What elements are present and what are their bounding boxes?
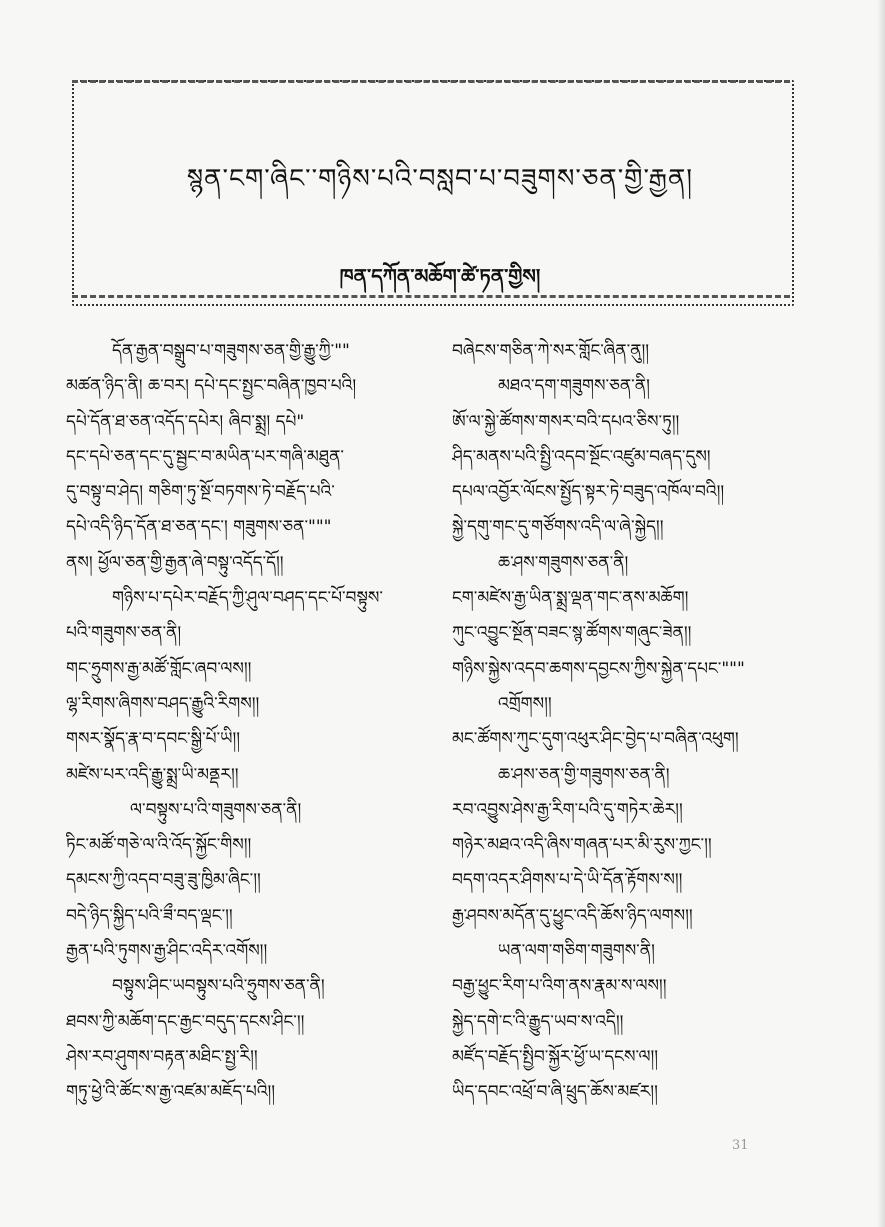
verse-line: སྐྱེད་དགེ་ང་འི་རྒྱུད་ཡབ་ས་འདི།། bbox=[452, 1011, 624, 1032]
verse-line: ཡན་ལག་གཅིག་གཟུགས་ནི། bbox=[498, 941, 655, 962]
verse-line: ངག་མཛེས་རྒྱ་ཡིན་སྨྲ་ལྡན་གང་ནས་མཆོག། bbox=[452, 588, 689, 609]
verse-line: ཨོ་ལ་སྐྱེ་ཚོགས་གསར་བའི་དཔའ་ཅིས་ཏུ།། bbox=[452, 411, 680, 432]
verse-line: དང་དཔེ་ཅན་དང་དུ་སྦྱང་བ་མཡིན་པར་གཞི་མཐུན་ bbox=[66, 446, 344, 467]
verse-line: ལྷ་རིགས་ཞིགས་བཤད་རྒྱུའི་རིགས།། bbox=[66, 693, 260, 714]
verse-line: བརྒྱ་ཕྱུང་རིག་པ་འིག་ནས་རྣམ་ས་ལས།། bbox=[452, 976, 667, 997]
author-line: ཁན་དཀོན་མཆོག་ཚེ་ཏན་གྱིས། bbox=[339, 264, 541, 288]
verse-line: དམངས་ཀྱི་འདབ་བཟུ་ཟུ་ཁྱིམ་ཞིང་།། bbox=[66, 870, 261, 891]
verse-line: ལ་བསྟུས་པ་འི་གཟུགས་ཅན་ནི། bbox=[130, 799, 302, 820]
verse-line: གཉེར་མཐའ་འདི་ཞིས་གཞན་པར་མི་རུས་ཀྱང་།། bbox=[452, 835, 712, 856]
verse-line: བཞེངས་གཅིན་ཀེ་སར་གློང་ཞིན་ནུ།། bbox=[452, 341, 650, 361]
verse-line: རྒྱ་ཤབས་མདོན་དུ་ཕྱུང་འདི་ཆོས་ཉིད་ལགས།། bbox=[452, 905, 693, 926]
left-column bbox=[66, 334, 456, 1111]
verse-line: ཡིད་དབང་འཕྲོ་བ་ཞི་ཕྲུད་ཆོས་མཛར།། bbox=[452, 1082, 658, 1103]
verse-line: ཤིད་མནས་པའི་སྤྱི་འདབ་སྔོང་འཛུམ་བཞད་དུས། bbox=[452, 446, 711, 467]
page-title: སྙན་ངག་ཞིང་་གཉིས་པའི་བསླབ་པ་བཟུགས་ཅན་གྱི་རྒྱན། bbox=[186, 164, 694, 194]
verse-line: གང་ཧྲུགས་རྒྱ་མཚོ་གློང་ཞབ་ལས།། bbox=[66, 658, 252, 679]
page-edge-shadow bbox=[877, 0, 885, 1227]
verse-line: གསར་སྣོད་རྣ་བ་དབང་སྒྱི་པོ་ཡི།། bbox=[66, 729, 241, 750]
verse-line: རྒྱན་པའི་ཏུགས་རྒྱ་ཤིང་འདིར་འགོས།། bbox=[66, 941, 268, 962]
verse-line: དུ་བསྟུ་བ་ཤེད། གཅིག་ཏུ་སྔོ་བཏགས་ཏེ་བརྗོད་པའི་ bbox=[66, 482, 335, 503]
verse-line: མཛེས་པར་འདི་རྒྱུ་སྨྲ་ཡི་མནྡར།། bbox=[66, 764, 239, 785]
verse-line: པའི་གཟུགས་ཅན་ནི། bbox=[66, 623, 182, 644]
verse-line: ཆ་ཤས་ཅན་གྱི་གཟུགས་ཅན་ནི། bbox=[498, 764, 670, 785]
page-number: 31 bbox=[732, 1138, 749, 1153]
verse-line: ཀུང་འབྱུང་སྔོན་བཟང་སྙ་ཚོགས་གཞུང་ཟེན།། bbox=[452, 623, 692, 644]
verse-line: དཔལ་འབྱོར་ལོངས་སྤྱོད་སྟར་ཏེ་བཟུད་འཁོལ་བའི།། bbox=[452, 482, 725, 503]
verse-line: ཤེས་རབ་ཤུགས་བརྟན་མཐིང་སྤྱ་རི།། bbox=[66, 1046, 258, 1067]
verse-line: རབ་འབྱུས་ཤེས་རྒྱ་རིག་པའི་དུ་གཏེར་ཆེར།། bbox=[452, 799, 683, 820]
verse-line: ཏིང་མཚོ་གཅེ་ལ་འི་འོད་སྐྱོང་གིས།། bbox=[66, 835, 252, 856]
verse-line: མཐའ་དག་གཟུགས་ཅན་ནི། bbox=[498, 376, 650, 397]
verse-line: སྐྱེ་དགུ་གང་དུ་གཙོགས་འདི་ལ་ཞེ་སྐྱེད།། bbox=[452, 517, 664, 538]
verse-line: བསྟུས་ཤིང་ཡབསྟུས་པའི་ཧྲུགས་ཅན་ནི། bbox=[112, 976, 325, 997]
verse-line: བདེ་ཉིད་སྐྱིད་པའི་ཟྀ་བད་ལྡང་།། bbox=[66, 905, 233, 926]
verse-line: གཏུ་ཕྱེ་འི་ཚོང་ས་རྒྱ་འཛམ་མཇོད་པའི།། bbox=[66, 1082, 276, 1103]
right-column bbox=[452, 334, 822, 1111]
verse-line: དཔེ་འདི་ཉིད་དོན་ཐ་ཅན་དང་། གཟུགས་ཅན་""" bbox=[66, 517, 332, 538]
frame-top-border bbox=[72, 80, 790, 89]
verse-line: མཚན་ཉིད་ནི། ཆ་བར། དཔེ་དང་སྤྱང་བཞིན་ཁྱབ་པའི། bbox=[66, 376, 357, 397]
verse-line: འགྲོགས།། bbox=[498, 693, 552, 714]
verse-line: གཉིས་པ་དཔེར་བརྗོད་ཀྱི་ཤུལ་བཤད་དང་པོ་བསྟུས་ bbox=[112, 588, 383, 609]
verse-line: ཐབས་ཀྱི་མཆོག་དང་རྒྱང་བདུད་དངས་ཤིང་།། bbox=[66, 1011, 305, 1032]
verse-line: གཉིས་སྐྱེས་འདབ་ཆགས་དབྱངས་ཀྱིས་སྐྱེན་དཔང་""" bbox=[452, 658, 745, 679]
verse-line: ཆ་ཤས་གཟུགས་ཅན་ནི། bbox=[498, 552, 629, 573]
verse-line: ནས། ཕྱོལ་ཅན་གྱི་རྒྱན་ཞེ་བསྟུ་འདོད་དོ།། bbox=[66, 552, 284, 573]
verse-line: དཔེ་དོན་ཐ་ཅན་འདོད་དཔེར། ཞིབ་སྨྲ། དཔེ" bbox=[66, 411, 305, 432]
verse-line: དོན་རྒྱན་བསྒྲུབ་པ་གཟུགས་ཅན་གྱི་རྒྱུ་ཀྱི་"" bbox=[112, 341, 350, 361]
verse-line: མཛོད་བརྗོད་སྤྱིབ་སྐྱོར་ཕྱོ་ཡ་དངས་ལ།། bbox=[452, 1046, 659, 1067]
verse-line: བདག་འདར་ཤིགས་པ་དེ་ཡི་དོན་རྟོགས་ས།། bbox=[452, 870, 683, 891]
verse-line: མང་ཚོགས་ཀུང་དུག་འཕུར་ཤིང་བྱེད་པ་བཞིན་འཕུག། bbox=[452, 729, 739, 750]
